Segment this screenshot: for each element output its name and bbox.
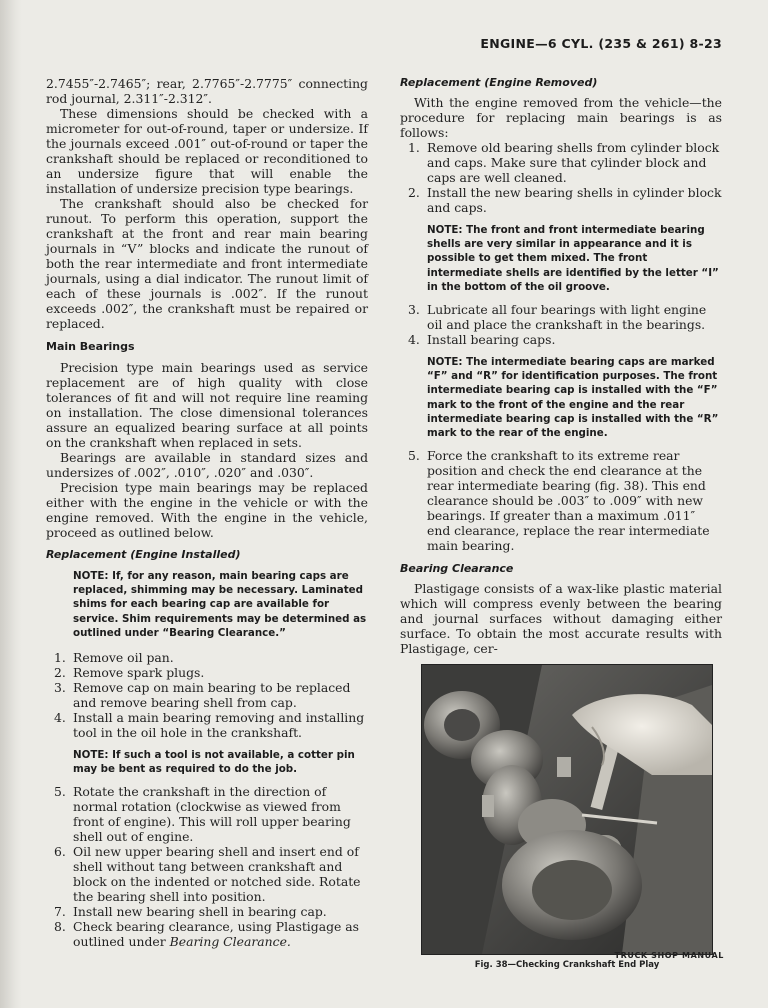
- bearing-clearance-heading: Bearing Clearance: [400, 562, 514, 576]
- step-item: [46, 844, 368, 904]
- engine-installed-heading: Replacement (Engine Installed): [46, 548, 241, 561]
- engine-removed-intro: With the engine removed from the vehicle—the procedure for replacing main bearings is as follows:: [400, 95, 722, 140]
- step-item: [400, 332, 722, 347]
- step-item: [46, 784, 368, 844]
- step-item: [46, 710, 368, 740]
- step-item: [46, 919, 368, 949]
- page-footer: TRUCK SHOP MANUAL: [614, 951, 724, 960]
- step-text: Remove cap on main bearing to be replaced and remove bearing shell from cap.: [73, 680, 351, 711]
- step-text: Remove oil pan.: [73, 650, 174, 666]
- step-item: [400, 448, 722, 553]
- crankshaft-photo-illustration: [422, 665, 712, 954]
- step-item: [46, 665, 368, 680]
- step-number: 7.: [54, 904, 66, 920]
- removed-steps-list-a: [400, 140, 722, 215]
- right-column: [400, 76, 722, 970]
- step-number: 6.: [54, 844, 66, 860]
- main-bearings-heading: Main Bearings: [46, 340, 135, 353]
- installed-steps-list-b: [46, 784, 368, 949]
- step-number: 2.: [54, 665, 66, 681]
- step-number: 4.: [408, 332, 420, 348]
- main-bearings-paragraph-1: Precision type main bearings used as service replacement are of high quality with close tolerances of fit and will not require line reaming on installation. The close dimensional tolerances assure an equalized bearing surface at all points on the crankshaft when replaced in sets.: [46, 360, 368, 450]
- main-bearings-paragraph-2: Bearings are available in standard sizes and undersizes of .002″, .010″, .020″ and .030″.: [46, 450, 368, 480]
- removed-steps-list-c: [400, 448, 722, 553]
- step-text: Install bearing caps.: [427, 332, 556, 348]
- step-text: Rotate the crankshaft in the direction of normal rotation (clockwise as viewed from front of engine). This will roll upper bearing shell out of engine.: [73, 784, 351, 845]
- intro-paragraph-1: 2.7455″-2.7465″; rear, 2.7765″-2.7775″ connecting rod journal, 2.311″-2.312″.: [46, 76, 368, 106]
- page-binding-shadow: [0, 0, 22, 1008]
- step-item: [400, 185, 722, 215]
- step-number: 1.: [54, 650, 66, 666]
- step-text: Install new bearing shell in bearing cap.: [73, 904, 327, 920]
- installed-steps-list-a: [46, 650, 368, 740]
- removed-steps-list-b: [400, 302, 722, 347]
- step-text: Oil new upper bearing shell and insert end of shell without tang between crankshaft and block on the indented or notched side. Rotate the bearing shell into position.: [73, 844, 361, 905]
- step-number: 5.: [408, 448, 420, 464]
- step-text: Check bearing clearance, using Plastigage as outlined under: [73, 919, 360, 950]
- step-number: 2.: [408, 185, 420, 200]
- figure-caption: Fig. 38—Checking Crankshaft End Play: [474, 960, 660, 971]
- step-item: [400, 302, 722, 332]
- page-header: ENGINE—6 CYL. (235 & 261) 8-23: [480, 36, 722, 51]
- step-text: Force the crankshaft to its extreme rear position and check the end clearance at the rear intermediate bearing (fig. 38). This end clearance should be .003″ to .009″ with new bearings. If greater than a maximum .011″ end clearance, replace the rear intermediate main bearing.: [427, 448, 710, 554]
- step-item: [46, 650, 368, 665]
- step-number: 3.: [54, 680, 66, 696]
- crankshaft-end-play-photo: [421, 664, 713, 955]
- step-text: Lubricate all four bearings with light engine oil and place the crankshaft in the bearings.: [427, 302, 707, 333]
- bearing-caps-note: NOTE: The intermediate bearing caps are marked “F” and “R” for identification purposes. The front intermediate bearing cap is installed with the “F” mark to the front of the engine and the rear intermediate bearing cap is installed with the “R” mark to the rear of the engine.: [427, 356, 719, 440]
- engine-removed-heading: Replacement (Engine Removed): [400, 76, 598, 89]
- step-number: 3.: [408, 302, 420, 318]
- shim-note: NOTE: If, for any reason, main bearing caps are replaced, shimming may be necessary. Laminated shims for each bearing cap are available for service. Shim requirements may be determined as outlined under “Bearing Clearance.”: [73, 570, 367, 639]
- main-bearings-paragraph-3: Precision type main bearings may be replaced either with the engine in the vehicle or with the engine removed. With the engine in the vehicle, proceed as outlined below.: [46, 480, 368, 540]
- step-item: [46, 680, 368, 710]
- step-number: 5.: [54, 784, 66, 800]
- step-number: 8.: [54, 919, 66, 935]
- bearing-shells-note: NOTE: The front and front intermediate bearing shells are very similar in appearance and it is possible to get them mixed. The front intermediate shells are identified by the letter “I” in the bottom of the oil groove.: [427, 224, 719, 293]
- cotter-pin-note: NOTE: If such a tool is not available, a cotter pin may be bent as required to do the job.: [73, 749, 355, 776]
- bearing-clearance-paragraph: Plastigage consists of a wax-like plastic material which will compress evenly between the bearing and journal surfaces without damaging either surface. To obtain the most accurate results with Plastigage, cer-: [400, 581, 722, 657]
- step-number: 1.: [408, 140, 420, 155]
- step-text: Install the new bearing shells in cylinder block and caps.: [427, 185, 722, 215]
- step-number: 4.: [54, 710, 66, 726]
- left-column: [46, 76, 368, 949]
- step-item: [46, 904, 368, 919]
- intro-paragraph-3: The crankshaft should also be checked for runout. To perform this operation, support the crankshaft at the front and rear main bearing journals in “V” blocks and indicate the runout of both the rear intermediate and front intermediate journals, using a dial indicator. The runout limit of each of these journals is .002″. If the runout exceeds .002″, the crankshaft must be repaired or replaced.: [46, 196, 368, 331]
- intro-paragraph-2: These dimensions should be checked with a micrometer for out-of-round, taper or undersize. If the journals exceed .001″ out-of-round or taper the crankshaft should be replaced or reconditioned to an undersize figure that will enable the installation of undersize precision type bearings.: [46, 106, 368, 196]
- step-text: Remove old bearing shells from cylinder block and caps. Make sure that cylinder block and caps are well cleaned.: [427, 140, 720, 185]
- step-item: [400, 140, 722, 185]
- step-emphasis: Bearing Clearance.: [169, 934, 291, 950]
- step-text: Remove spark plugs.: [73, 665, 205, 681]
- step-text: Install a main bearing removing and installing tool in the oil hole in the crankshaft.: [73, 710, 365, 741]
